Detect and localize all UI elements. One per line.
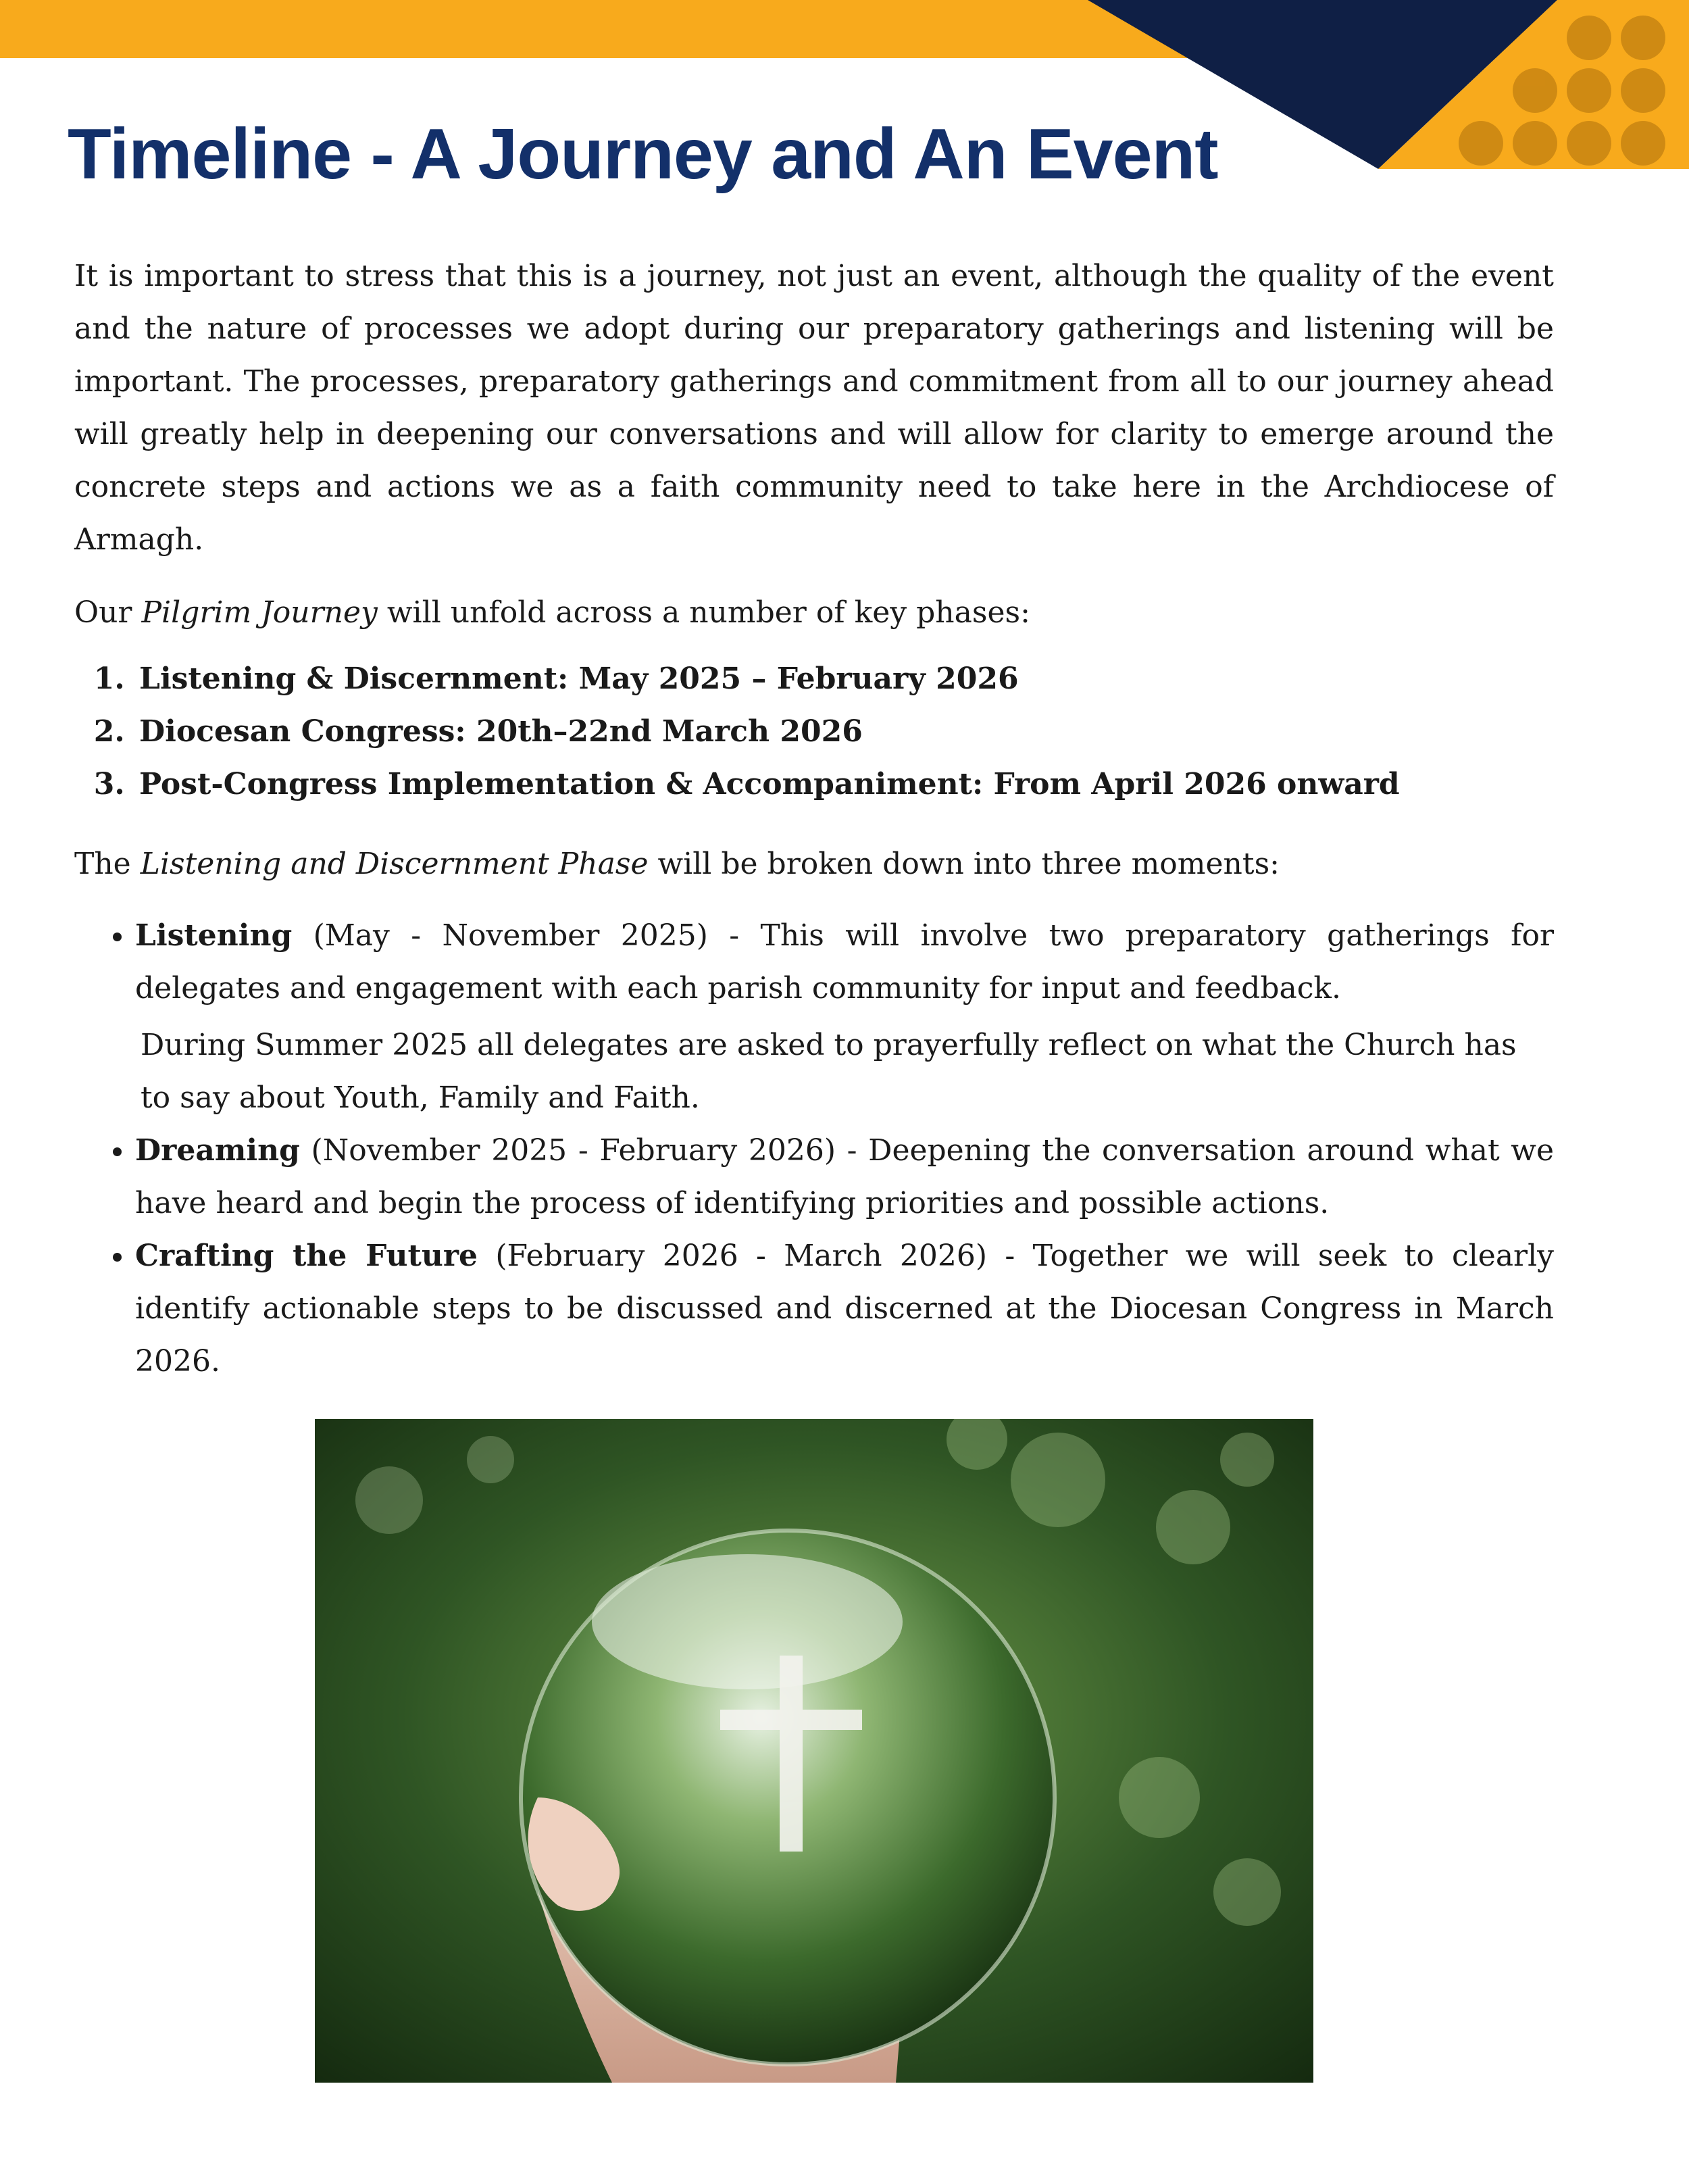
moments-intro: The Listening and Discernment Phase will be broken down into three moments: — [74, 847, 1280, 881]
phase-item: 3. Post-Congress Implementation & Accompaniment: From April 2026 onward — [135, 758, 1554, 811]
phase-item: 2. Diocesan Congress: 20th–22nd March 2026 — [135, 705, 1554, 758]
moment-item — [135, 1230, 1554, 1388]
phases-list — [74, 653, 1554, 811]
moments-list — [74, 910, 1554, 1388]
page-title: Timeline - A Journey and An Event — [68, 114, 1218, 194]
phase-item: 1. Listening & Discernment: May 2025 – February 2026 — [135, 653, 1554, 705]
phase-emphasis: Listening and Discernment Phase — [140, 847, 649, 881]
intro-paragraph: It is important to stress that this is a journey, not just an event, although the quality of the event and the nature of processes we adopt during our preparatory gatherings and listening will be important. The processes, preparatory gatherings and commitment from all to our journey ahead will greatly help in deepening our conversations and will allow for clarity to emerge around the concrete steps and actions we as a faith community need to take here in the Archdiocese of Armagh. — [74, 259, 1554, 557]
moment-text: (May - November 2025) - This will involve two preparatory gatherings for delegates and engagement with each parish community for input and feedback. — [135, 918, 1554, 1006]
moment-item — [135, 1124, 1554, 1230]
content — [74, 250, 1554, 1388]
moment-name: Listening — [135, 918, 293, 953]
glass-sphere-with-cross-photo — [315, 1419, 1313, 2083]
moment-name: Dreaming — [135, 1133, 300, 1168]
moment-note: During Summer 2025 all delegates are asked to prayerfully reflect on what the Church has to say about Youth, Family and Faith. — [141, 1028, 1517, 1115]
moment-text: (November 2025 - February 2026) - Deepening the conversation around what we have heard and begin the process of identifying priorities and possible actions. — [135, 1133, 1554, 1220]
moment-text: (February 2026 - March 2026) - Together we will seek to clearly identify actionable steps to be discussed and discerned at the Diocesan Congress in March 2026. — [135, 1239, 1555, 1379]
phases-intro: Our Pilgrim Journey will unfold across a number of key phases: — [74, 595, 1030, 630]
pilgrim-journey-emphasis: Pilgrim Journey — [141, 595, 378, 630]
moment-item — [135, 910, 1554, 1124]
moment-name: Crafting the Future — [135, 1239, 478, 1273]
